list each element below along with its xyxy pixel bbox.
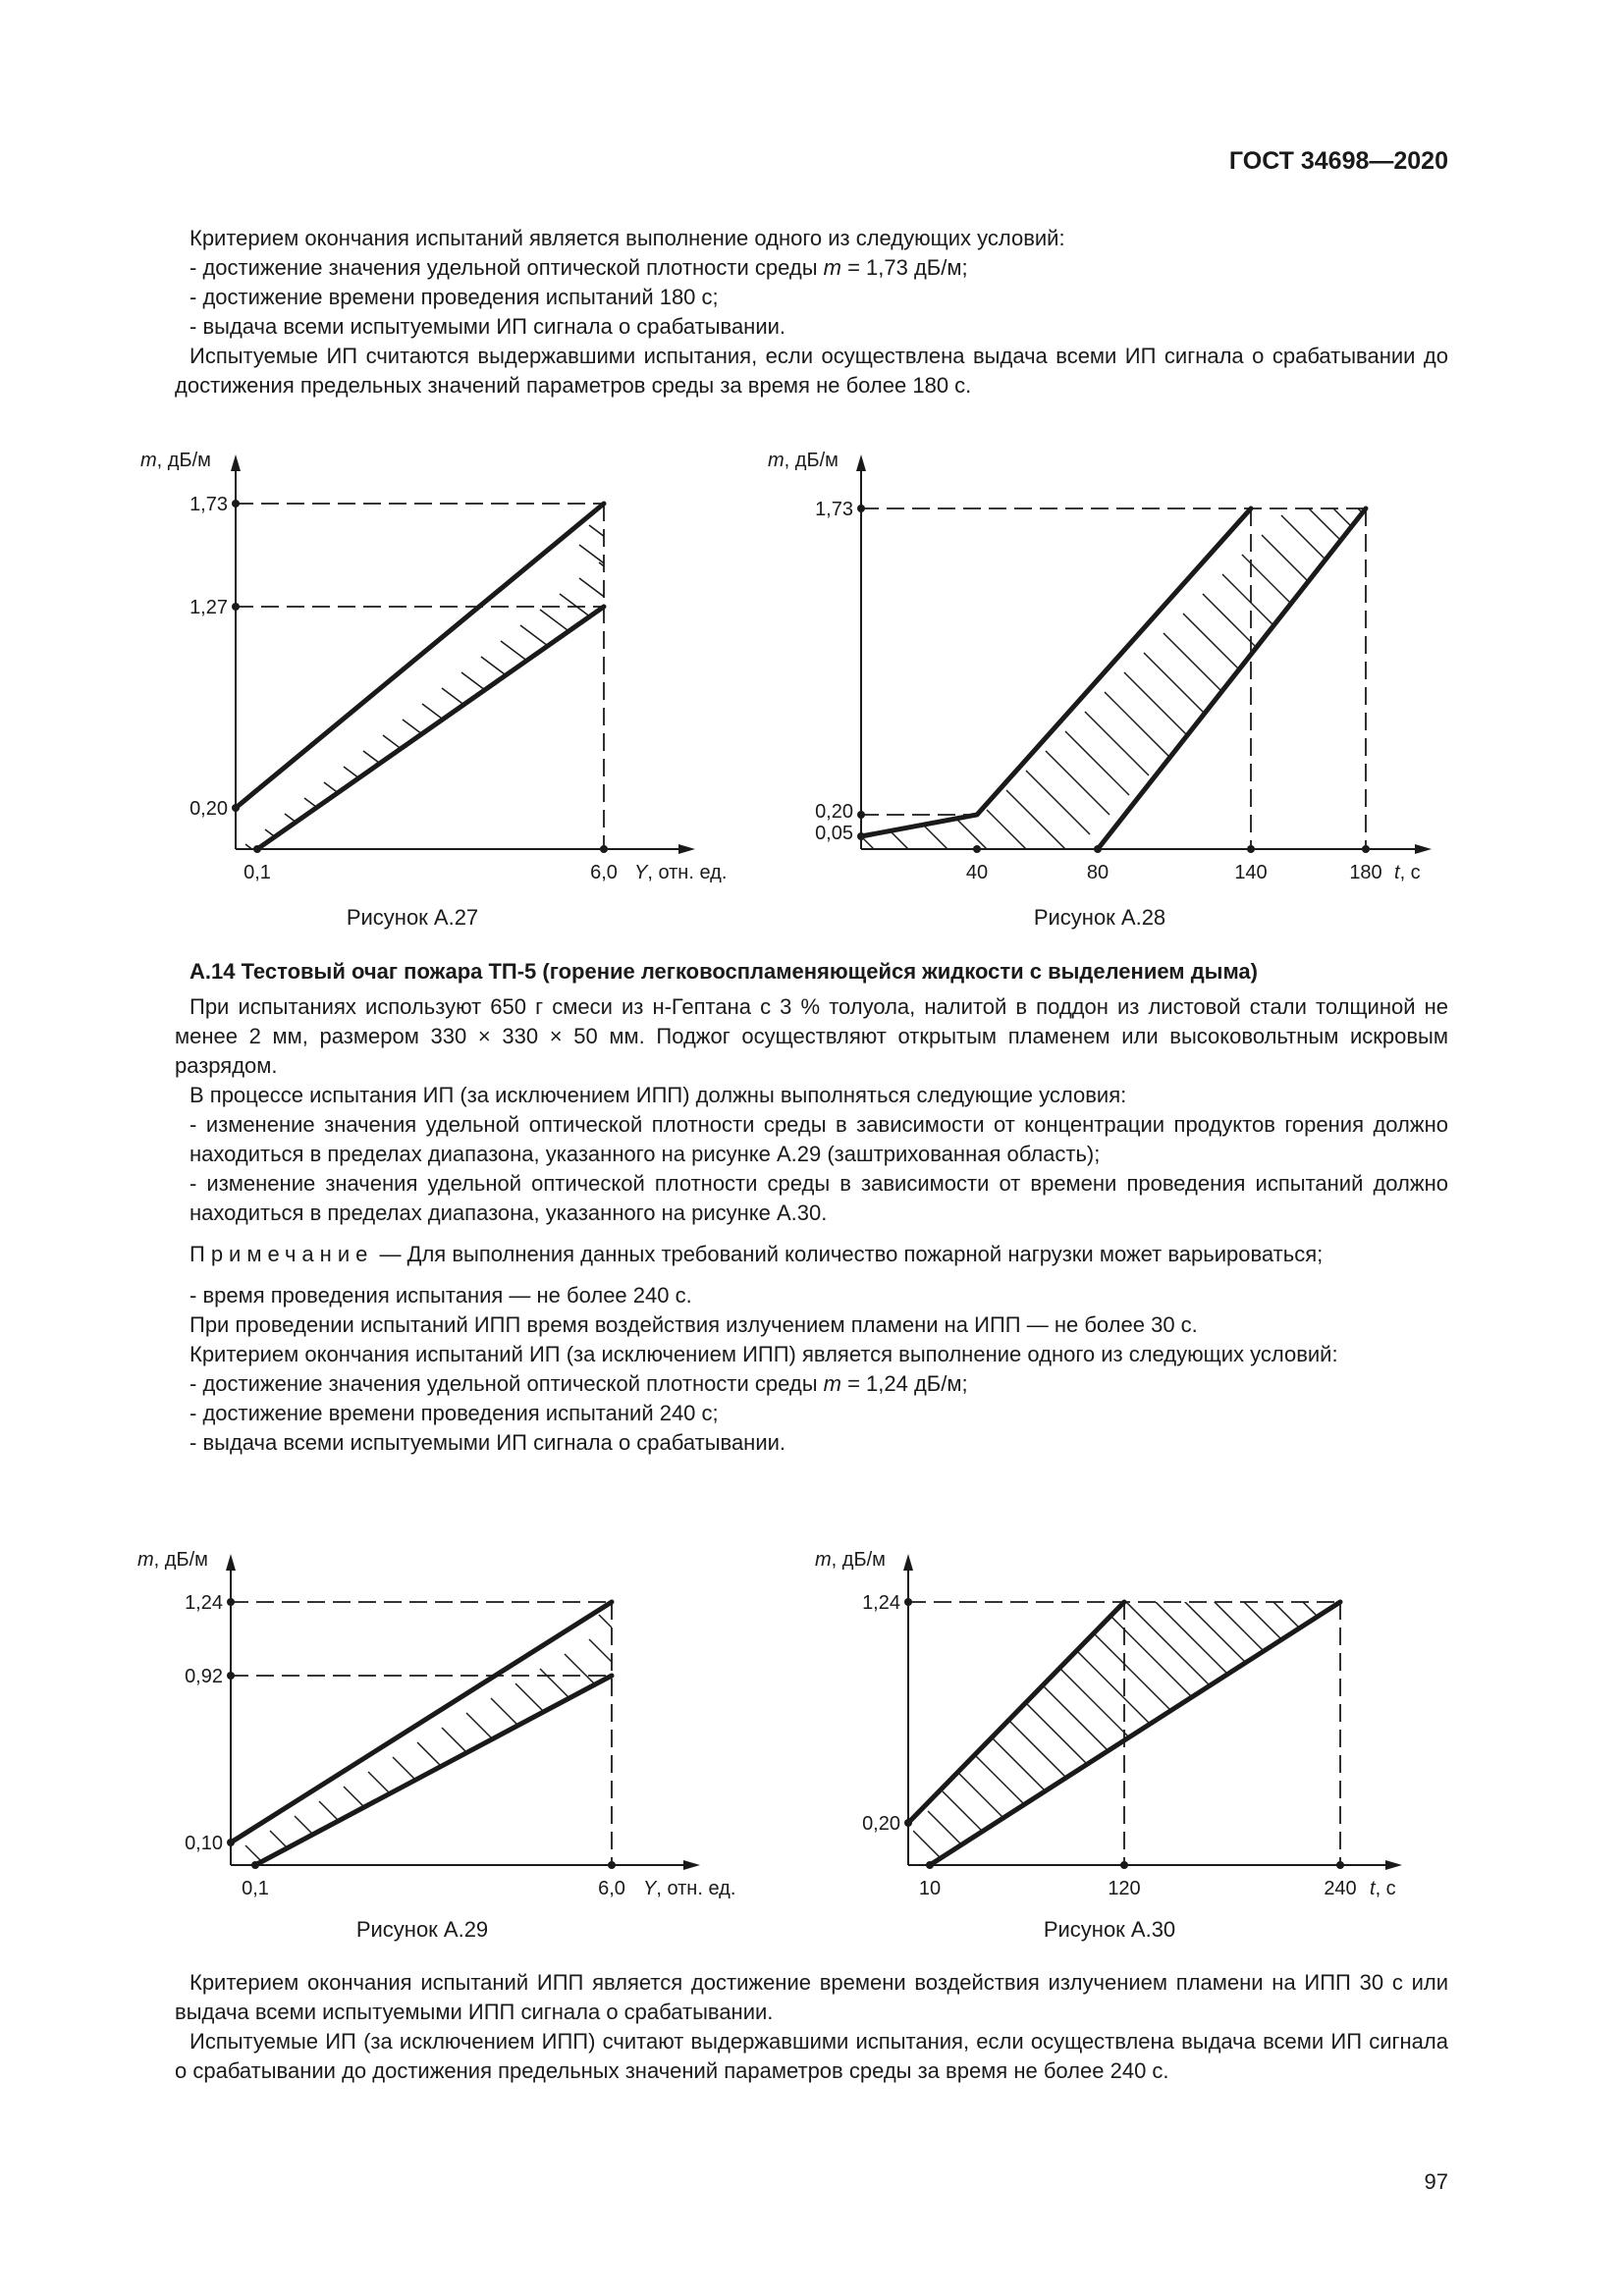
- x-axis-label: t, с: [1370, 1878, 1396, 1899]
- document-header: ГОСТ 34698—2020: [1228, 147, 1448, 175]
- x-tick-label: 40: [965, 862, 989, 883]
- x-tick-label: 140: [1234, 862, 1268, 883]
- list-item: - изменение значения удельной оптической плотности среды в зависимости от времени проведения испытаний должно находиться в пределах диапазона, указанного на рисунке А.30.: [189, 1171, 1448, 1225]
- x-axis-arrow: [683, 1860, 700, 1870]
- lower-boundary-line: [1098, 508, 1366, 849]
- x-tick-label: 0,1: [244, 862, 271, 883]
- hatch-area: [245, 1615, 628, 1875]
- hatch-area: [245, 525, 638, 859]
- y-axis-label: m, дБ/м: [140, 450, 211, 471]
- text-block-criteria-a13: [175, 224, 1448, 400]
- y-tick-label: 0,05: [815, 823, 853, 844]
- lower-boundary-line: [257, 607, 604, 849]
- list-item: - время проведения испытания — не более 240 с.: [189, 1283, 692, 1308]
- y-tick-label: 1,27: [189, 597, 228, 618]
- y-tick-label: 0,20: [189, 798, 228, 820]
- y-tick-label: 1,73: [189, 494, 228, 515]
- x-axis-label: Y, отн. ед.: [643, 1878, 736, 1899]
- x-tick-label: 10: [918, 1878, 942, 1899]
- upper-boundary-line: [236, 504, 604, 808]
- y-tick-label: 0,10: [185, 1833, 223, 1854]
- y-axis-arrow: [856, 454, 866, 471]
- x-tick-label: 240: [1324, 1878, 1357, 1899]
- text-block-final-criteria: [175, 1968, 1448, 2086]
- list-item: - выдача всеми испытуемыми ИП сигнала о срабатывании.: [189, 1430, 786, 1455]
- x-axis-label: Y, отн. ед.: [634, 862, 728, 883]
- y-tick-label: 1,24: [862, 1592, 900, 1614]
- paragraph: При испытаниях используют 650 г смеси из н-Гептана с 3 % толуола, налитой в поддон из листовой стали толщиной не менее 2 мм, размером 330 × 330 × 50 мм. Поджог осуществляют открытым пламенем или высоковольтным искровым разрядом.: [175, 994, 1448, 1078]
- x-axis-arrow: [1385, 1860, 1402, 1870]
- list-item: - достижение времени проведения испытаний 180 с;: [189, 285, 719, 309]
- upper-boundary-line: [231, 1602, 612, 1842]
- y-axis-arrow: [231, 454, 241, 471]
- paragraph: Испытуемые ИП (за исключением ИПП) считают выдержавшими испытания, если осуществлена выдача всеми ИП сигнала о срабатывании до достижения предельных значений параметров среды за время не более 240 с.: [175, 2029, 1448, 2083]
- y-axis-arrow: [903, 1554, 913, 1571]
- x-axis-arrow: [1415, 844, 1432, 854]
- figure-caption: Рисунок А.30: [1043, 1917, 1176, 1942]
- text-block-a14: [175, 957, 1448, 1458]
- x-tick-label: 180: [1349, 862, 1382, 883]
- list-item: - достижение значения удельной оптической плотности среды m = 1,73 дБ/м;: [189, 255, 968, 280]
- y-tick-label: 1,73: [815, 499, 853, 520]
- paragraph: Критерием окончания испытаний ИП (за исключением ИПП) является выполнение одного из следующих условий:: [189, 1342, 1338, 1366]
- note: Примечание — Для выполнения данных требований количество пожарной нагрузки может варьироваться;: [189, 1242, 1324, 1266]
- list-item: - достижение значения удельной оптической плотности среды m = 1,24 дБ/м;: [189, 1371, 968, 1396]
- figure-a30: [805, 1546, 1434, 1909]
- x-tick-label: 0,1: [242, 1878, 269, 1899]
- lower-boundary-line: [255, 1676, 612, 1865]
- figure-caption: Рисунок А.29: [355, 1917, 489, 1942]
- paragraph: При проведении испытаний ИПП время воздействия излучением пламени на ИПП — не более 30 с.: [189, 1312, 1198, 1337]
- y-axis-label: m, дБ/м: [768, 450, 839, 471]
- y-axis-arrow: [226, 1554, 236, 1571]
- figure-a28: [756, 447, 1463, 888]
- lower-boundary-line: [930, 1602, 1340, 1865]
- hatch-area: [854, 501, 1404, 859]
- list-item: - выдача всеми испытуемыми ИП сигнала о срабатывании.: [189, 314, 786, 339]
- x-axis-label: t, с: [1394, 862, 1421, 883]
- y-tick-label: 1,24: [185, 1592, 223, 1614]
- section-title: А.14 Тестовый очаг пожара ТП-5 (горение легковоспламеняющейся жидкости с выделением дыма): [189, 959, 1258, 984]
- list-item: - изменение значения удельной оптической плотности среды в зависимости от концентрации продуктов горения должно находиться в пределах диапазона, указанного на рисунке А.29 (заштрихованная область);: [189, 1112, 1448, 1166]
- figure-a29: [128, 1546, 776, 1909]
- y-axis-label: m, дБ/м: [815, 1549, 886, 1571]
- paragraph: Испытуемые ИП считаются выдержавшими испытания, если осуществлена выдача всеми ИП сигнала о срабатывании до достижения предельных значений параметров среды за время не более 180 с.: [175, 344, 1448, 398]
- page-number: 97: [1424, 2169, 1448, 2194]
- paragraph: В процессе испытания ИП (за исключением ИПП) должны выполняться следующие условия:: [189, 1083, 1127, 1107]
- paragraph: Критерием окончания испытаний ИПП является достижение времени воздействия излучением пламени на ИПП 30 с или выдача всеми испытуемыми ИПП сигнала о срабатывании.: [175, 1970, 1448, 2024]
- y-tick-label: 0,20: [815, 801, 853, 823]
- paragraph: Критерием окончания испытаний является выполнение одного из следующих условий:: [189, 226, 1065, 250]
- x-tick-label: 120: [1108, 1878, 1141, 1899]
- list-item: - достижение времени проведения испытаний 240 с;: [189, 1401, 719, 1425]
- upper-boundary-line: [861, 508, 1251, 836]
- x-tick-label: 80: [1086, 862, 1110, 883]
- figure-caption: Рисунок А.27: [346, 905, 479, 930]
- figure-a27: [128, 447, 756, 888]
- upper-boundary-line: [908, 1602, 1124, 1823]
- x-axis-arrow: [678, 844, 695, 854]
- x-tick-label: 6,0: [598, 1878, 625, 1899]
- y-tick-label: 0,20: [862, 1813, 900, 1835]
- y-tick-label: 0,92: [185, 1666, 223, 1687]
- y-axis-label: m, дБ/м: [137, 1549, 208, 1571]
- figure-caption: Рисунок А.28: [1033, 905, 1166, 930]
- x-tick-label: 6,0: [590, 862, 618, 883]
